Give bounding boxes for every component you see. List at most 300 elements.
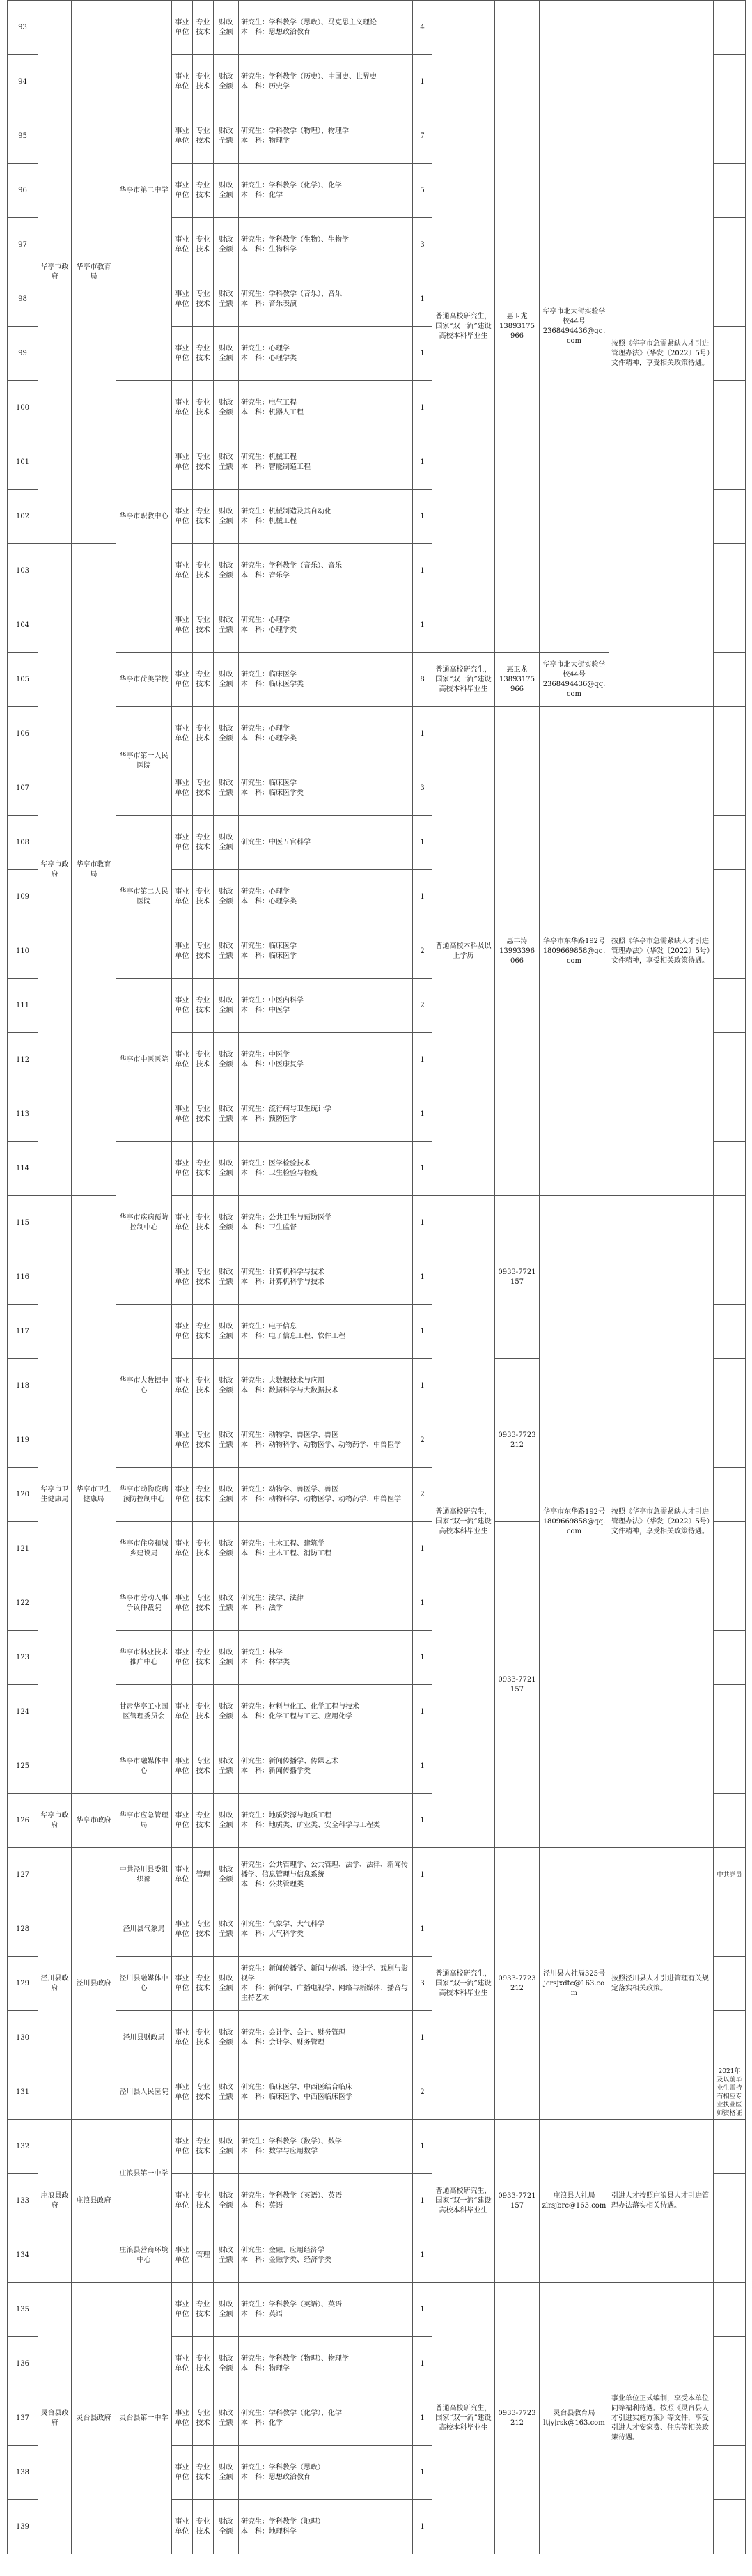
row-number: 113: [8, 1087, 38, 1142]
remark-cell: [714, 544, 746, 598]
unit-type: 事业单位: [172, 1087, 193, 1142]
unit-cell: 华亭市林业技术推广中心: [116, 1631, 172, 1685]
unit-type: 事业单位: [172, 2500, 193, 2554]
row-number: 138: [8, 2446, 38, 2500]
row-number: 129: [8, 1957, 38, 2011]
unit-type: 事业单位: [172, 1196, 193, 1250]
row-number: 133: [8, 2174, 38, 2228]
edu-cell: 普通高校研究生，国家“双一流”建设高校本科毕业生: [432, 2120, 495, 2283]
row-number: 108: [8, 816, 38, 870]
post-type: 专业技术: [193, 816, 214, 870]
funding-type: 财政全额: [214, 1359, 239, 1413]
remark-cell: [714, 1468, 746, 1522]
city-cell: 庄浪县政府: [38, 2120, 72, 2283]
unit-type: 事业单位: [172, 761, 193, 816]
city-cell: 华亭市政府: [38, 1794, 72, 1848]
funding-type: 财政全额: [214, 218, 239, 272]
unit-cell: 灵台县第一中学: [116, 2283, 172, 2554]
position-count: 1: [413, 1359, 432, 1413]
contact-cell: 0933-7721157: [495, 2120, 540, 2283]
table-row: [8, 1848, 746, 1902]
major-requirement: 研究生：临床医学 本 科：临床医学类: [239, 653, 413, 707]
post-type: 专业技术: [193, 1468, 214, 1522]
post-type: 专业技术: [193, 924, 214, 979]
remark-cell: [714, 1794, 746, 1848]
position-count: 1: [413, 1196, 432, 1250]
funding-type: 财政全额: [214, 707, 239, 761]
row-number: 109: [8, 870, 38, 924]
major-requirement: 研究生：心理学 本 科：心理学类: [239, 870, 413, 924]
row-number: 104: [8, 598, 38, 653]
post-type: 专业技术: [193, 1, 214, 55]
unit-cell: 华亭市大数据中心: [116, 1305, 172, 1468]
major-requirement: 研究生：机械工程 本 科：智能制造工程: [239, 435, 413, 490]
row-number: 116: [8, 1250, 38, 1305]
post-type: 专业技术: [193, 979, 214, 1033]
table-body: [8, 1, 746, 2554]
table-row: [8, 2120, 746, 2174]
major-requirement: 研究生：学科教学（英语）、英语 本 科：英语: [239, 2174, 413, 2228]
post-type: 专业技术: [193, 1522, 214, 1576]
position-count: 1: [413, 381, 432, 435]
major-requirement: 研究生：大数据技术与应用 本 科：数据科学与大数据技术: [239, 1359, 413, 1413]
dept-cell: 灵台县政府: [72, 2283, 116, 2554]
remark-cell: [714, 2228, 746, 2283]
position-count: 1: [413, 327, 432, 381]
contact-cell: 0933-7723212: [495, 1359, 540, 1522]
unit-type: 事业单位: [172, 109, 193, 164]
post-type: 专业技术: [193, 490, 214, 544]
funding-type: 财政全额: [214, 544, 239, 598]
major-requirement: 研究生：临床医学、中西医结合临床 本 科：临床医学、中西医临床医学: [239, 2065, 413, 2120]
city-cell: 泾川县政府: [38, 1848, 72, 2120]
email-cell: 庄浪县人社局 zlrsjbrc@163.com: [540, 2120, 609, 2283]
unit-type: 事业单位: [172, 1, 193, 55]
unit-type: 事业单位: [172, 924, 193, 979]
position-count: 1: [413, 1087, 432, 1142]
unit-type: 事业单位: [172, 1142, 193, 1196]
row-number: 130: [8, 2011, 38, 2065]
post-type: 专业技术: [193, 2337, 214, 2391]
remark-cell: [714, 2283, 746, 2337]
remark-cell: [714, 1576, 746, 1631]
position-count: 1: [413, 2391, 432, 2446]
funding-type: 财政全额: [214, 1033, 239, 1087]
email-cell: 华亭市东华路192号 1809669858@qq.com: [540, 707, 609, 1196]
major-requirement: 研究生：学科教学（思政） 本 科：思想政治教育: [239, 2446, 413, 2500]
post-type: 专业技术: [193, 1142, 214, 1196]
position-count: 1: [413, 55, 432, 109]
major-requirement: 研究生：临床医学 本 科：临床医学类: [239, 761, 413, 816]
row-number: 120: [8, 1468, 38, 1522]
contact-cell: 0933-7723212: [495, 2283, 540, 2554]
remark-cell: [714, 1739, 746, 1794]
post-type: 专业技术: [193, 1685, 214, 1739]
post-type: 专业技术: [193, 218, 214, 272]
unit-type: 事业单位: [172, 1957, 193, 2011]
funding-type: 财政全额: [214, 1739, 239, 1794]
unit-type: 事业单位: [172, 2337, 193, 2391]
remark-cell: [714, 2500, 746, 2554]
email-cell: 华亭市北大街实验学校44号 2368494436@qq.com: [540, 653, 609, 707]
policy-cell: 引进人才按照庄浪县人才引进管理办法落实相关待遇。: [609, 2120, 714, 2283]
remark-cell: [714, 816, 746, 870]
unit-cell: 泾川县气象局: [116, 1902, 172, 1957]
position-count: 1: [413, 544, 432, 598]
major-requirement: 研究生：中医五官科学: [239, 816, 413, 870]
post-type: 专业技术: [193, 544, 214, 598]
remark-cell: [714, 2391, 746, 2446]
remark-cell: [714, 2120, 746, 2174]
contact-cell: 0933-7721157: [495, 1522, 540, 1848]
unit-type: 事业单位: [172, 1468, 193, 1522]
row-number: 131: [8, 2065, 38, 2120]
major-requirement: 研究生：学科教学（数学）、数学 本 科：数学与应用数学: [239, 2120, 413, 2174]
major-requirement: 研究生：流行病与卫生统计学 本 科：预防医学: [239, 1087, 413, 1142]
funding-type: 财政全额: [214, 2446, 239, 2500]
funding-type: 财政全额: [214, 2065, 239, 2120]
funding-type: 财政全额: [214, 272, 239, 327]
unit-type: 事业单位: [172, 490, 193, 544]
funding-type: 财政全额: [214, 1522, 239, 1576]
email-cell: 泾川县人社局325号 jcrsjxdtc@163.com: [540, 1848, 609, 2120]
remark-cell: [714, 164, 746, 218]
remark-cell: [714, 272, 746, 327]
position-count: 1: [413, 2283, 432, 2337]
dept-cell: 华亭市卫生健康局: [72, 1196, 116, 1794]
remark-cell: 2021年及以前毕业生需持有相应专业执业医师资格证: [714, 2065, 746, 2120]
funding-type: 财政全额: [214, 2011, 239, 2065]
major-requirement: 研究生：心理学 本 科：心理学类: [239, 707, 413, 761]
position-count: 2: [413, 1413, 432, 1468]
post-type: 专业技术: [193, 164, 214, 218]
remark-cell: [714, 761, 746, 816]
funding-type: 财政全额: [214, 1848, 239, 1902]
post-type: 专业技术: [193, 1957, 214, 2011]
contact-cell: 惠卫龙 13893175966: [495, 1, 540, 653]
position-count: 1: [413, 490, 432, 544]
major-requirement: 研究生：学科教学（化学）、化学 本 科：化学: [239, 164, 413, 218]
unit-type: 事业单位: [172, 164, 193, 218]
row-number: 100: [8, 381, 38, 435]
major-requirement: 研究生：动物学、兽医学、兽医 本 科：动物科学、动物医学、动物药学、中兽医学: [239, 1468, 413, 1522]
remark-cell: [714, 707, 746, 761]
remark-cell: [714, 598, 746, 653]
position-count: 1: [413, 1902, 432, 1957]
funding-type: 财政全额: [214, 2120, 239, 2174]
unit-cell: 华亭市住房和城乡建设局: [116, 1522, 172, 1576]
contact-cell: 0933-7723212: [495, 1848, 540, 2120]
position-count: 1: [413, 1739, 432, 1794]
unit-type: 事业单位: [172, 1250, 193, 1305]
post-type: 专业技术: [193, 381, 214, 435]
funding-type: 财政全额: [214, 1685, 239, 1739]
post-type: 专业技术: [193, 435, 214, 490]
remark-cell: [714, 1305, 746, 1359]
unit-type: 事业单位: [172, 1631, 193, 1685]
position-count: 8: [413, 653, 432, 707]
funding-type: 财政全额: [214, 381, 239, 435]
remark-cell: [714, 1631, 746, 1685]
position-count: 4: [413, 1, 432, 55]
position-count: 3: [413, 761, 432, 816]
major-requirement: 研究生：计算机科学与技术 本 科：计算机科学与技术: [239, 1250, 413, 1305]
unit-type: 事业单位: [172, 1033, 193, 1087]
post-type: 专业技术: [193, 2446, 214, 2500]
row-number: 128: [8, 1902, 38, 1957]
funding-type: 财政全额: [214, 1087, 239, 1142]
post-type: 专业技术: [193, 1576, 214, 1631]
city-cell: 华亭市卫生健康局: [38, 1196, 72, 1794]
funding-type: 财政全额: [214, 2391, 239, 2446]
position-count: 2: [413, 2065, 432, 2120]
funding-type: 财政全额: [214, 1305, 239, 1359]
remark-cell: [714, 55, 746, 109]
row-number: 118: [8, 1359, 38, 1413]
unit-type: 事业单位: [172, 2011, 193, 2065]
funding-type: 财政全额: [214, 979, 239, 1033]
row-number: 134: [8, 2228, 38, 2283]
row-number: 132: [8, 2120, 38, 2174]
edu-cell: 普通高校研究生，国家“双一流”建设高校本科毕业生: [432, 653, 495, 707]
policy-cell: 按照《华亭市急需紧缺人才引进管理办法》（华发〔2022〕5号）文件精神，享受相关政策待遇。: [609, 1196, 714, 1848]
post-type: 专业技术: [193, 2011, 214, 2065]
row-number: 99: [8, 327, 38, 381]
table-row: [8, 2283, 746, 2337]
position-count: 1: [413, 2446, 432, 2500]
major-requirement: 研究生：公共管理学、公共管理、法学、法律、新闻传播学、信息管理与信息系统 本 科：公共管理类: [239, 1848, 413, 1902]
row-number: 124: [8, 1685, 38, 1739]
major-requirement: 研究生：心理学 本 科：心理学类: [239, 327, 413, 381]
row-number: 101: [8, 435, 38, 490]
funding-type: 财政全额: [214, 327, 239, 381]
post-type: 专业技术: [193, 327, 214, 381]
major-requirement: 研究生：动物学、兽医学、兽医 本 科：动物科学、动物医学、动物药学、中兽医学: [239, 1413, 413, 1468]
funding-type: 财政全额: [214, 1, 239, 55]
row-number: 97: [8, 218, 38, 272]
email-cell: 灵台县教育局 ltjyjrsk@163.com: [540, 2283, 609, 2554]
unit-type: 事业单位: [172, 218, 193, 272]
position-count: 3: [413, 1957, 432, 2011]
post-type: 专业技术: [193, 1631, 214, 1685]
position-count: 1: [413, 272, 432, 327]
remark-cell: [714, 979, 746, 1033]
funding-type: 财政全额: [214, 924, 239, 979]
row-number: 107: [8, 761, 38, 816]
major-requirement: 研究生：新闻传播学、新闻与传播、设计学、戏剧与影视学 本 科：新闻学、广播电视学、网络与新媒体、播音与主持艺术: [239, 1957, 413, 2011]
position-count: 1: [413, 870, 432, 924]
row-number: 115: [8, 1196, 38, 1250]
unit-cell: 华亭市第二中学: [116, 1, 172, 381]
post-type: 专业技术: [193, 2391, 214, 2446]
position-count: 1: [413, 435, 432, 490]
funding-type: 财政全额: [214, 2337, 239, 2391]
position-count: 1: [413, 1685, 432, 1739]
edu-cell: 普通高校研究生，国家“双一流”建设高校本科毕业生: [432, 2283, 495, 2554]
unit-cell: 泾川县融媒体中心: [116, 1957, 172, 2011]
remark-cell: [714, 490, 746, 544]
row-number: 112: [8, 1033, 38, 1087]
post-type: 专业技术: [193, 2283, 214, 2337]
position-count: 2: [413, 1468, 432, 1522]
remark-cell: [714, 1413, 746, 1468]
major-requirement: 研究生：学科教学（英语）、英语 本 科：英语: [239, 2283, 413, 2337]
funding-type: 财政全额: [214, 2283, 239, 2337]
position-count: 1: [413, 1794, 432, 1848]
major-requirement: 研究生：学科教学（物理）、物理学 本 科：物理学: [239, 109, 413, 164]
major-requirement: 研究生：电气工程 本 科：机器人工程: [239, 381, 413, 435]
unit-type: 事业单位: [172, 2228, 193, 2283]
position-count: 1: [413, 816, 432, 870]
position-count: 1: [413, 2174, 432, 2228]
row-number: 123: [8, 1631, 38, 1685]
major-requirement: 研究生：会计学、会计、财务管理 本 科：会计学、财务管理: [239, 2011, 413, 2065]
unit-cell: 华亭市劳动人事争议仲裁院: [116, 1576, 172, 1631]
major-requirement: 研究生：新闻传播学、传媒艺术 本 科：新闻传播学类: [239, 1739, 413, 1794]
table-row: [8, 1, 746, 55]
unit-type: 事业单位: [172, 2174, 193, 2228]
funding-type: 财政全额: [214, 1902, 239, 1957]
unit-type: 事业单位: [172, 2120, 193, 2174]
major-requirement: 研究生：学科教学（地理） 本 科：地理科学: [239, 2500, 413, 2554]
remark-cell: [714, 1087, 746, 1142]
row-number: 122: [8, 1576, 38, 1631]
remark-cell: [714, 1142, 746, 1196]
funding-type: 财政全额: [214, 1250, 239, 1305]
remark-cell: [714, 870, 746, 924]
remark-cell: [714, 1522, 746, 1576]
funding-type: 财政全额: [214, 870, 239, 924]
policy-cell: 事业单位正式编制，享受本单位同等福利待遇。按照《灵台县人才引进实施方案》等文件，享受引进人才安家费、住房等相关政策待遇。: [609, 2283, 714, 2554]
row-number: 137: [8, 2391, 38, 2446]
remark-cell: [714, 1033, 746, 1087]
major-requirement: 研究生：学科教学（思政）、马克思主义理论 本 科：思想政治教育: [239, 1, 413, 55]
funding-type: 财政全额: [214, 109, 239, 164]
position-count: 7: [413, 109, 432, 164]
funding-type: 财政全额: [214, 1631, 239, 1685]
position-count: 1: [413, 1631, 432, 1685]
funding-type: 财政全额: [214, 1576, 239, 1631]
unit-cell: 华亭市疾病预防控制中心: [116, 1142, 172, 1305]
remark-cell: [714, 2011, 746, 2065]
funding-type: 财政全额: [214, 653, 239, 707]
major-requirement: 研究生：土木工程、建筑学 本 科：土木工程、消防工程: [239, 1522, 413, 1576]
unit-cell: 华亭市职教中心: [116, 381, 172, 653]
row-number: 136: [8, 2337, 38, 2391]
position-count: 1: [413, 1142, 432, 1196]
edu-cell: 普通高校本科及以上学历: [432, 707, 495, 1196]
position-count: 1: [413, 2337, 432, 2391]
table-row: [8, 707, 746, 761]
remark-cell: [714, 2174, 746, 2228]
row-number: 96: [8, 164, 38, 218]
post-type: 专业技术: [193, 109, 214, 164]
funding-type: 财政全额: [214, 1957, 239, 2011]
email-cell: 华亭市东华路192号 1809669858@qq.com: [540, 1196, 609, 1848]
position-count: 1: [413, 2228, 432, 2283]
edu-cell: 普通高校研究生，国家“双一流”建设高校本科毕业生: [432, 1196, 495, 1848]
post-type: 专业技术: [193, 870, 214, 924]
position-count: 1: [413, 707, 432, 761]
remark-cell: [714, 435, 746, 490]
post-type: 专业技术: [193, 2065, 214, 2120]
post-type: 专业技术: [193, 1794, 214, 1848]
row-number: 94: [8, 55, 38, 109]
contact-cell: 0933-7721157: [495, 1196, 540, 1359]
major-requirement: 研究生：材料与化工、化学工程与技术 本 科：化学工程与工艺、应用化学: [239, 1685, 413, 1739]
funding-type: 财政全额: [214, 2500, 239, 2554]
policy-cell: 按照《华亭市急需紧缺人才引进管理办法》（华发〔2022〕5号）文件精神，享受相关政策待遇。: [609, 707, 714, 1196]
unit-cell: 泾川县人民医院: [116, 2065, 172, 2120]
remark-cell: [714, 1, 746, 55]
remark-cell: [714, 218, 746, 272]
remark-cell: [714, 327, 746, 381]
row-number: 106: [8, 707, 38, 761]
unit-type: 事业单位: [172, 1685, 193, 1739]
unit-cell: 庄浪县营商环境中心: [116, 2228, 172, 2283]
remark-cell: [714, 381, 746, 435]
position-count: 2: [413, 924, 432, 979]
recruitment-table: [7, 0, 746, 2554]
position-count: 1: [413, 2011, 432, 2065]
unit-cell: 庄浪县第一中学: [116, 2120, 172, 2228]
row-number: 95: [8, 109, 38, 164]
unit-type: 事业单位: [172, 55, 193, 109]
row-number: 117: [8, 1305, 38, 1359]
unit-type: 事业单位: [172, 2283, 193, 2337]
funding-type: 财政全额: [214, 1413, 239, 1468]
remark-cell: [714, 1196, 746, 1250]
major-requirement: 研究生：学科教学（音乐）、音乐 本 科：音乐学: [239, 544, 413, 598]
remark-cell: [714, 109, 746, 164]
post-type: 专业技术: [193, 1902, 214, 1957]
remark-cell: [714, 1902, 746, 1957]
major-requirement: 研究生：地质资源与地质工程 本 科：地质类、矿业类、安全科学与工程类: [239, 1794, 413, 1848]
unit-type: 事业单位: [172, 1305, 193, 1359]
funding-type: 财政全额: [214, 435, 239, 490]
unit-cell: 华亭市融媒体中心: [116, 1739, 172, 1794]
unit-cell: 华亭市第一人民医院: [116, 707, 172, 816]
unit-cell: 泾川县财政局: [116, 2011, 172, 2065]
major-requirement: 研究生：学科教学（生物）、生物学 本 科：生物科学: [239, 218, 413, 272]
unit-cell: 华亭市应急管理局: [116, 1794, 172, 1848]
post-type: 专业技术: [193, 653, 214, 707]
post-type: 专业技术: [193, 2500, 214, 2554]
city-cell: 灵台县政府: [38, 2283, 72, 2554]
position-count: 1: [413, 2120, 432, 2174]
unit-type: 事业单位: [172, 598, 193, 653]
dept-cell: 华亭市教育局: [72, 1, 116, 544]
position-count: 1: [413, 2500, 432, 2554]
row-number: 127: [8, 1848, 38, 1902]
dept-cell: 华亭市教育局: [72, 544, 116, 1196]
policy-cell: 按照泾川县人才引进管理有关规定落实相关政策。: [609, 1848, 714, 2120]
contact-cell: 惠丰涛 13993396066: [495, 707, 540, 1196]
major-requirement: 研究生：心理学 本 科：心理学类: [239, 598, 413, 653]
unit-type: 事业单位: [172, 870, 193, 924]
post-type: 专业技术: [193, 1413, 214, 1468]
row-number: 119: [8, 1413, 38, 1468]
major-requirement: 研究生：临床医学 本 科：临床医学: [239, 924, 413, 979]
unit-cell: 华亭市动物疫病预防控制中心: [116, 1468, 172, 1522]
dept-cell: 庄浪县政府: [72, 2120, 116, 2283]
funding-type: 财政全额: [214, 2174, 239, 2228]
position-count: 5: [413, 164, 432, 218]
row-number: 111: [8, 979, 38, 1033]
contact-cell: 惠卫龙 13893175966: [495, 653, 540, 707]
position-count: 3: [413, 218, 432, 272]
unit-type: 事业单位: [172, 435, 193, 490]
